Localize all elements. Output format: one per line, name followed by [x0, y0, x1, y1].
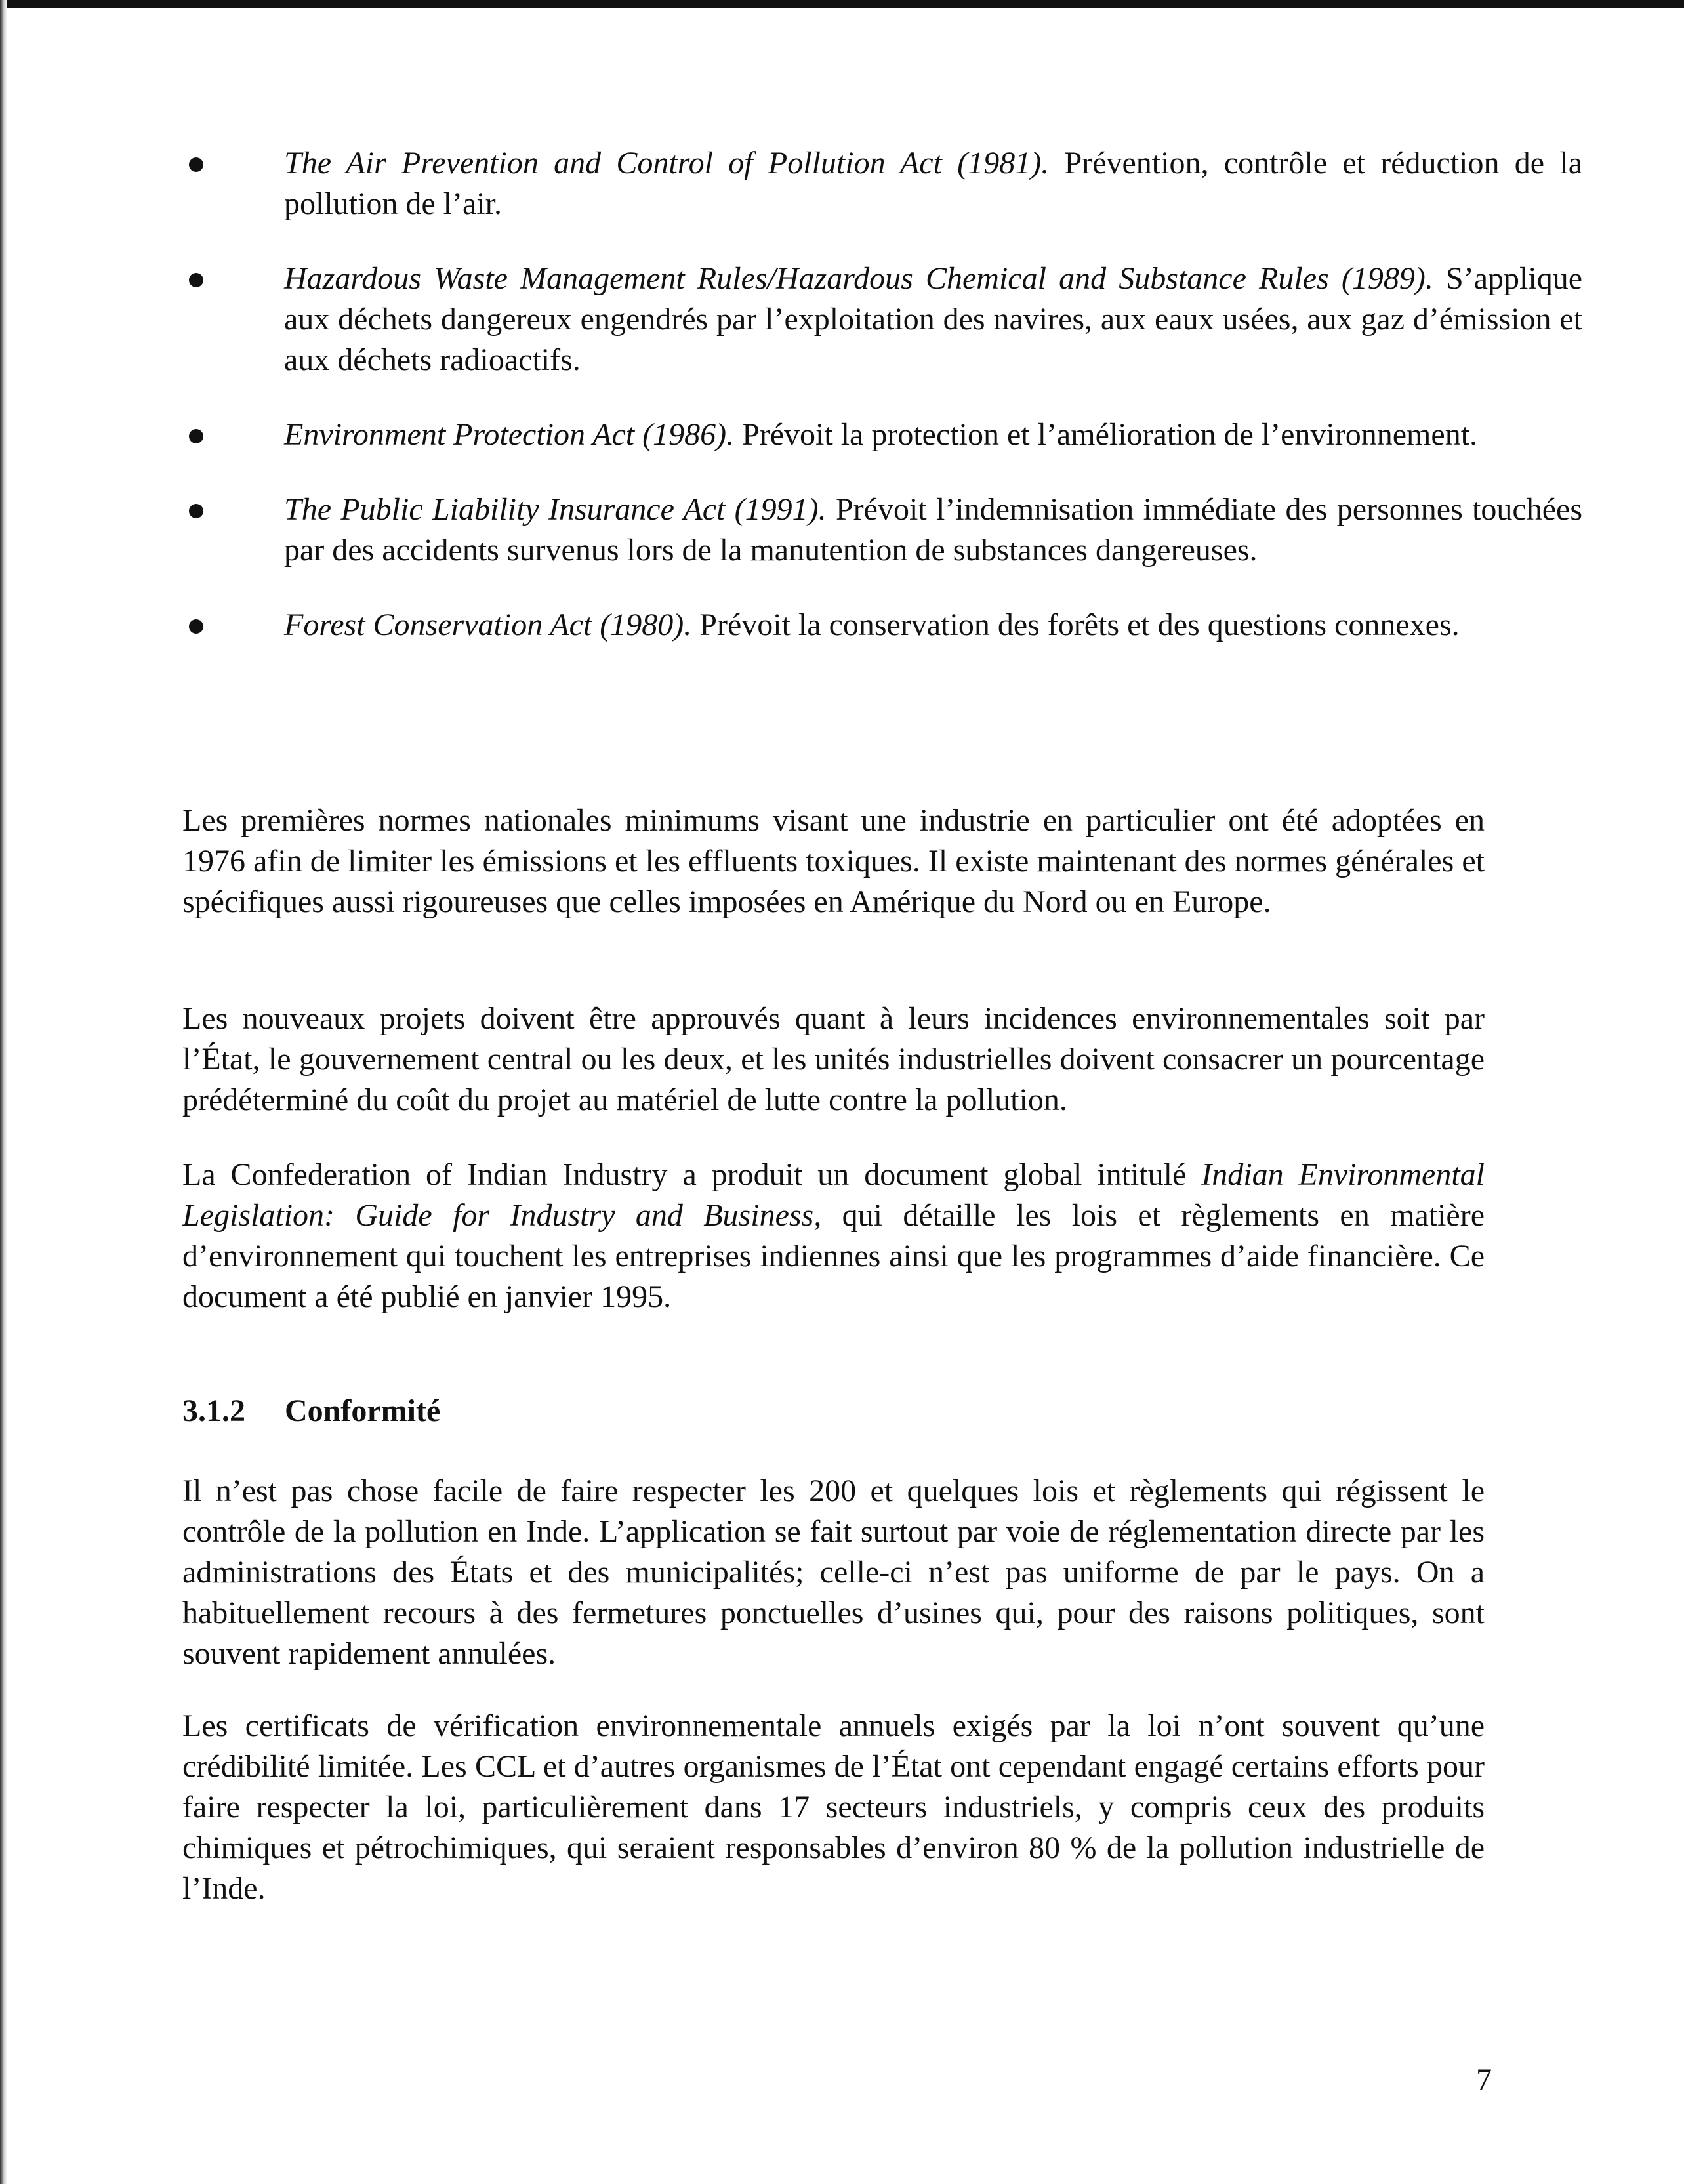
document-title: Indian Environmental Legislation: Guide for Industry and Business,	[182, 1157, 1485, 1233]
act-title: Forest Conservation Act (1980).	[284, 608, 692, 642]
legislation-bullet-list	[184, 143, 1679, 680]
paragraph-text: La Confederation of Indian Industry a produit un document global intitulé	[182, 1157, 1187, 1192]
paragraph-cii-document	[182, 1155, 1485, 1317]
act-description: Prévention, contrôle et réduction de la pollution de l’air.	[284, 146, 1583, 221]
section-number: 3.1.2	[182, 1393, 245, 1428]
act-description: S’applique aux déchets dangereux engendrés par l’exploitation des navires, aux eaux usées, aux gaz d’émission et aux déchets radioactifs.	[284, 261, 1582, 377]
paragraph-national-standards: Les premières normes nationales minimums visant une industrie en particulier ont été adoptées en 1976 afin de limiter les émissions et les effluents toxiques. Il existe maintenant des normes générales et spécifiques aussi rigoureuses que celles imposées en Amérique du Nord ou en Europe.	[182, 803, 1485, 919]
page-number: 7	[1476, 2063, 1492, 2097]
paragraph-project-approval: Les nouveaux projets doivent être approuvés quant à leurs incidences environnementales soit par l’État, le gouvernement central ou les deux, et les unités industrielles doivent consacrer un pourcentage prédéterminé du coût du projet au matériel de lutte contre la pollution.	[182, 1001, 1485, 1117]
bullet-icon	[189, 429, 203, 443]
act-title: The Air Prevention and Control of Pollution Act (1981).	[284, 146, 1050, 180]
bullet-icon	[189, 273, 203, 287]
paragraph-enforcement: Il n’est pas chose facile de faire respecter les 200 et quelques lois et règlements qui régissent le contrôle de la pollution en Inde. L’application se fait surtout par voie de réglementation directe par les administrations des États et des municipalités; celle-ci n’est pas uniforme de par le pays. On a habituellement recours à des fermetures ponctuelles d’usines qui, pour des raisons politiques, sont souvent rapidement annulées.	[182, 1473, 1485, 1671]
section-title: Conformité	[285, 1393, 441, 1428]
act-title: Environment Protection Act (1986).	[284, 417, 735, 452]
act-title: The Public Liability Insurance Act (1991).	[284, 492, 827, 527]
act-description: Prévoit la protection et l’amélioration de l’environnement.	[742, 417, 1478, 452]
list-item	[184, 489, 1582, 571]
bullet-icon	[189, 157, 203, 172]
act-title: Hazardous Waste Management Rules/Hazardous Chemical and Substance Rules (1989).	[284, 261, 1433, 296]
list-item	[184, 415, 1582, 455]
bullet-icon	[189, 619, 203, 634]
paragraph-audit-certificates: Les certificats de vérification environnementale annuels exigés par la loi n’ont souvent qu’une crédibilité limitée. Les CCL et d’autres organismes de l’État ont cependant engagé certains efforts pour faire respecter la loi, particulièrement dans 17 secteurs industriels, y compris ceux des produits chimiques et pétrochimiques, qui seraient responsables d’environ 80 % de la pollution industrielle de l’Inde.	[182, 1708, 1485, 1906]
list-item	[184, 258, 1582, 381]
paragraph-text: qui détaille les lois et règlements en matière d’environnement qui touchent les entreprises indiennes ainsi que les programmes d’aide financière. Ce document a été publié en janvier 1995.	[182, 1198, 1485, 1314]
section-heading	[182, 1391, 440, 1432]
act-description: Prévoit la conservation des forêts et des questions connexes.	[699, 608, 1460, 642]
list-item	[184, 143, 1582, 224]
bullet-icon	[189, 504, 203, 518]
act-description: Prévoit l’indemnisation immédiate des personnes touchées par des accidents survenus lors de la manutention de substances dangereuses.	[284, 492, 1583, 567]
list-item	[184, 605, 1582, 646]
